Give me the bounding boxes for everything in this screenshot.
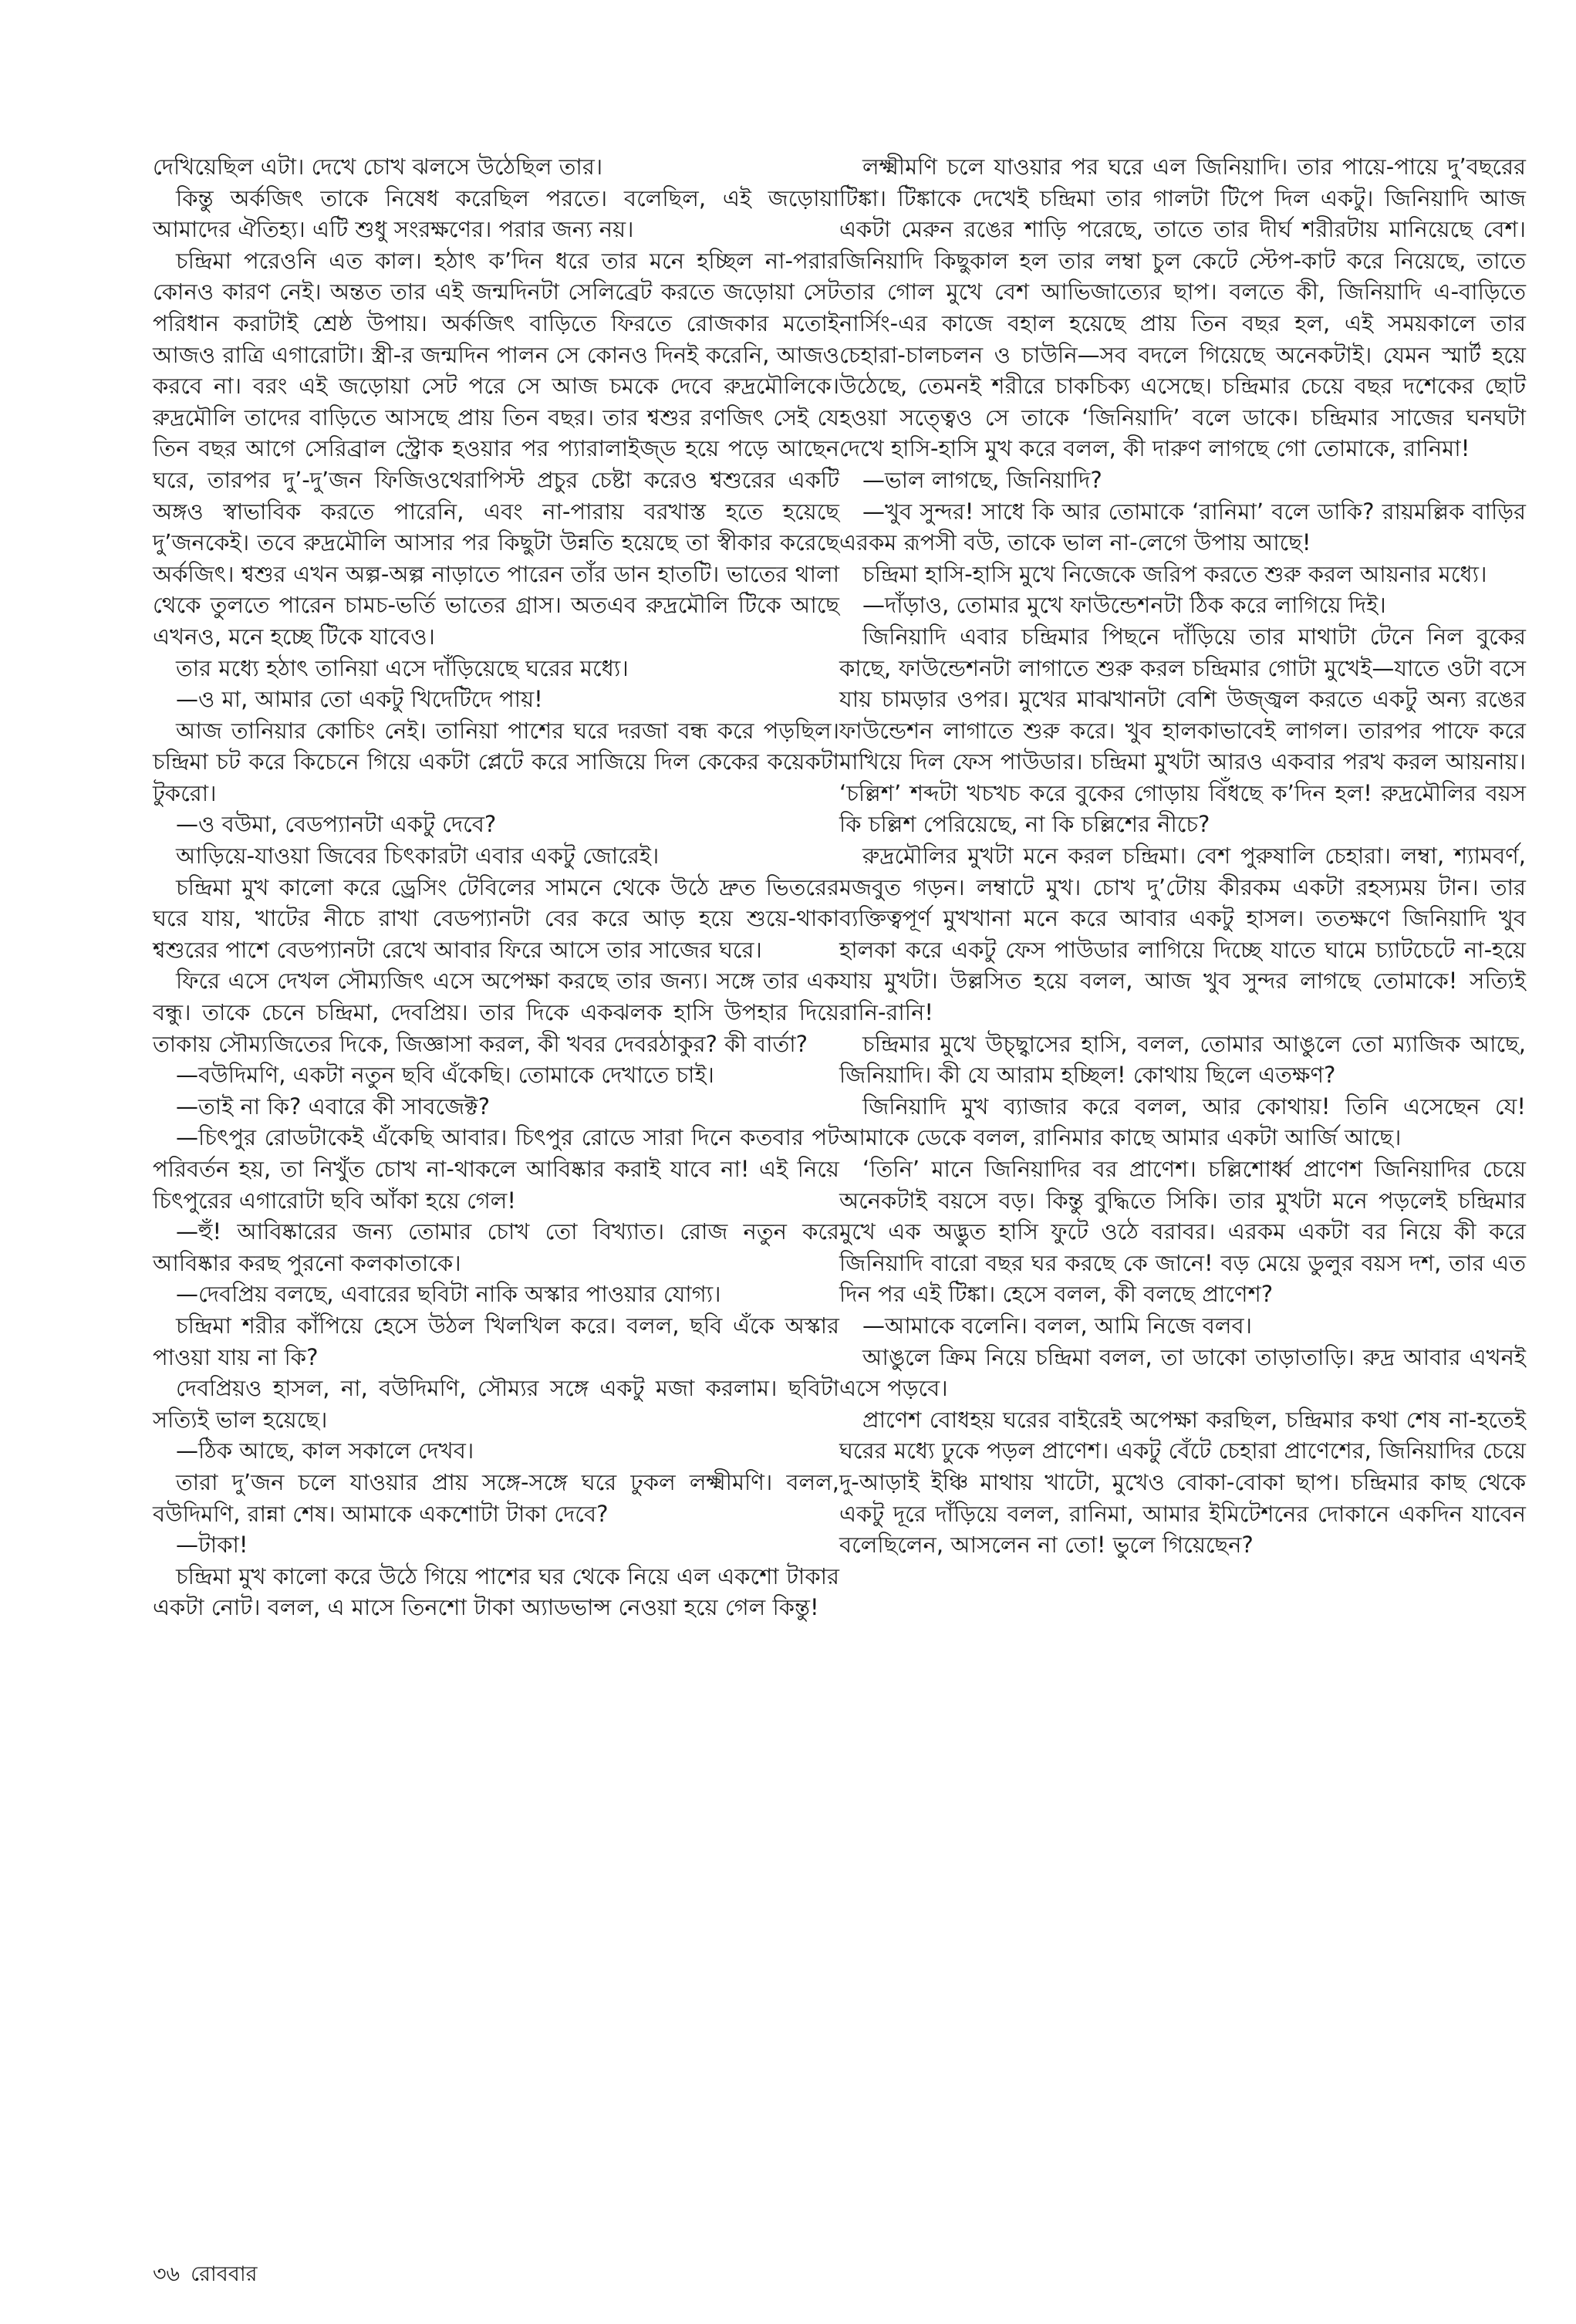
page-number: ৩৬ [153,2262,181,2286]
paragraph: কিন্তু অর্কজিৎ তাকে নিষেধ করেছিল পরতে। বলেছিল, এই জড়োয়া আমাদের ঐতিহ্য। এটি শুধু সংরক্ষণের। পরার জন্য নয়। [153,184,839,243]
left-column [153,151,839,1623]
paragraph: চন্দ্রিমা মুখ কালো করে ড্রেসিং টেবিলের সামনে থেকে উঠে দ্রুত ভিতরের ঘরে যায়, খাটের নীচে রাখা বেডপ্যানটা বের করে আড় হয়ে শুয়ে-থাকা শ্বশুরের পাশে বেডপ্যানটা রেখে আবার ফিরে আসে তার সাজের ঘরে। [153,873,839,963]
paragraph: —খুব সুন্দর! সাধে কি আর তোমাকে ‘রানিমা’ বলে ডাকি? রায়মল্লিক বাড়ির এরকম রূপসী বউ, তাকে ভাল না-লেগে উপায় আছে! [839,498,1526,556]
paragraph: তারা দু’জন চলে যাওয়ার প্রায় সঙ্গে-সঙ্গে ঘরে ঢুকল লক্ষ্মীমণি। বলল, বউদিমণি, রান্না শেষ। আমাকে একশোটা টাকা দেবে? [153,1468,839,1527]
paragraph: রুদ্রমৌলির মুখটা মনে করল চন্দ্রিমা। বেশ পুরুষালি চেহারা। লম্বা, শ্যামবর্ণ, মজবুত গড়ন। লম্বাটে মুখ। চোখ দু’টোয় কীরকম একটা রহস্যময় টান। তার ব্যক্তিত্বপূর্ণ মুখখানা মনে করে আবার একটু হাসল। ততক্ষণে জিনিয়াদি খুব হালকা করে একটু ফেস পাউডার লাগিয়ে দিচ্ছে যাতে ঘামে চ্যাটচেটে না-হয়ে যায় মুখটা। উল্লসিত হয়ে বলল, আজ খুব সুন্দর লাগছে তোমাকে! সত্যিই রানি-রানি! [839,843,1526,1026]
publication-name: রোববার [191,2262,258,2286]
paragraph: —ভাল লাগছে, জিনিয়াদি? [862,466,1102,493]
paragraph: —চিৎপুর রোডটাকেই এঁকেছি আবার। চিৎপুর রোডে সারা দিনে কতবার পট পরিবর্তন হয়, তা নিখুঁত চোখ না-থাকলে আবিষ্কার করাই যাবে না! এই নিয়ে চিৎপুরের এগারোটা ছবি আঁকা হয়ে গেল! [153,1124,839,1214]
paragraph: চন্দ্রিমা পরেওনি এত কাল। হঠাৎ ক’দিন ধরে তার মনে হচ্ছিল না-পরার কোনও কারণ নেই। অন্তত তার এই জন্মদিনটা সেলিব্রেট করতে জড়োয়া সেট পরিধান করাটাই শ্রেষ্ঠ উপায়। অর্কজিৎ বাড়িতে ফিরতে রোজকার মতোই আজও রাত্রি এগারোটা। স্ত্রী-র জন্মদিন পালন সে কোনও দিনই করেনি, আজও করবে না। বরং এই জড়োয়া সেট পরে সে আজ চমকে দেবে রুদ্রমৌলিকে। রুদ্রমৌলি তাদের বাড়িতে আসছে প্রায় তিন বছর। তার শ্বশুর রণজিৎ সেই যে তিন বছর আগে সেরিব্রাল স্ট্রোক হওয়ার পর প্যারালাইজ্‌ড হয়ে পড়ে আছেন ঘরে, তারপর দু’-দু’জন ফিজিওথেরাপিস্ট প্রচুর চেষ্টা করেও শ্বশুরের একটি অঙ্গও স্বাভাবিক করতে পারেনি, এবং না-পারায় বরখাস্ত হতে হয়েছে দু’জনকেই। তবে রুদ্রমৌলি আসার পর কিছুটা উন্নতি হয়েছে তা স্বীকার করেছে অর্কজিৎ। শ্বশুর এখন অল্প-অল্প নাড়াতে পারেন তাঁর ডান হাতটি। ভাতের থালা থেকে তুলতে পারেন চামচ-ভর্তি ভাতের গ্রাস। অতএব রুদ্রমৌলি টিকে আছে এখনও, মনে হচ্ছে টিকে যাবেও। [153,247,839,650]
paragraph: দেখিয়েছিল এটা। দেখে চোখ ঝলসে উঠেছিল তার। [153,154,603,180]
paragraph: —আমাকে বলেনি। বলল, আমি নিজে বলব। [862,1312,1253,1339]
paragraph: ‘তিনি’ মানে জিনিয়াদির বর প্রাণেশ। চল্লিশোর্ধ্ব প্রাণেশ জিনিয়াদির চেয়ে অনেকটাই বয়সে বড়। কিন্তু বুদ্ধিতে সিকি। তার মুখটা মনে পড়লেই চন্দ্রিমার মুখে এক অদ্ভুত হাসি ফুটে ওঠে বরাবর। এরকম একটা বর নিয়ে কী করে জিনিয়াদি বারো বছর ঘর করছে কে জানে! বড় মেয়ে ডুলুর বয়স দশ, তার এত দিন পর এই টিঙ্কা। হেসে বলল, কী বলছে প্রাণেশ? [839,1156,1526,1308]
paragraph: চন্দ্রিমা হাসি-হাসি মুখে নিজেকে জরিপ করতে শুরু করল আয়নার মধ্যে। [862,560,1487,587]
paragraph: দেবপ্রিয়ও হাসল, না, বউদিমণি, সৌম্যর সঙ্গে একটু মজা করলাম। ছবিটা সত্যিই ভাল হয়েছে। [153,1375,839,1433]
paragraph: আড়িয়ে-যাওয়া জিবের চিৎকারটা এবার একটু জোরেই। [176,843,660,870]
paragraph: চন্দ্রিমা শরীর কাঁপিয়ে হেসে উঠল খিলখিল করে। বলল, ছবি এঁকে অস্কার পাওয়া যায় না কি? [153,1312,839,1370]
paragraph: —ও বউমা, বেডপ্যানটা একটু দেবে? [176,811,497,838]
paragraph: —ও মা, আমার তো একটু খিদেটিদে পায়! [176,686,543,713]
paragraph: —হুঁ! আবিষ্কারের জন্য তোমার চোখ তো বিখ্যাত। রোজ নতুন করে আবিষ্কার করছ পুরনো কলকাতাকে। [153,1218,839,1276]
paragraph: —দাঁড়াও, তোমার মুখে ফাউন্ডেশনটা ঠিক করে লাগিয়ে দিই। [862,592,1386,619]
paragraph: —বউদিমণি, একটা নতুন ছবি এঁকেছি। তোমাকে দেখাতে চাই। [176,1062,714,1089]
paragraph: জিনিয়াদি এবার চন্দ্রিমার পিছনে দাঁড়িয়ে তার মাথাটা টেনে নিল বুকের কাছে, ফাউন্ডেশনটা লাগাতে শুরু করল চন্দ্রিমার গোটা মুখেই—যাতে ওটা বসে যায় চামড়ার ওপর। মুখের মাঝখানটা বেশি উজ্জ্বল করতে একটু অন্য রঙের ফাউন্ডেশন লাগাতে শুরু করে। খুব হালকাভাবেই লাগল। তারপর পাফে করে মাখিয়ে দিল ফেস পাউডার। চন্দ্রিমা মুখটা আরও একবার পরখ করল আয়নায়। ‘চল্লিশ’ শব্দটা খচখচ করে বুকের গোড়ায় বিঁধছে ক’দিন হল! রুদ্রমৌলির বয়স কি চল্লিশ পেরিয়েছে, না কি চল্লিশের নীচে? [839,623,1526,838]
right-column [839,151,1526,1561]
paragraph: —ঠিক আছে, কাল সকালে দেখব। [176,1437,474,1464]
paragraph: —টাকা! [176,1532,248,1559]
paragraph: লক্ষ্মীমণি চলে যাওয়ার পর ঘরে এল জিনিয়াদি। তার পায়ে-পায়ে দু’বছরের টিঙ্কা। টিঙ্কাকে দেখেই চন্দ্রিমা তার গালটা টিপে দিল একটু। জিনিয়াদি আজ একটা মেরুন রঙের শাড়ি পরেছে, তাতে তার দীর্ঘ শরীরটায় মানিয়েছে বেশ। জিনিয়াদি কিছুকাল হল তার লম্বা চুল কেটে স্টেপ-কাট করে নিয়েছে, তাতে তার গোল মুখে বেশ আভিজাত্যের ছাপ। বলতে কী, জিনিয়াদি এ-বাড়িতে নার্সিং-এর কাজে বহাল হয়েছে প্রায় তিন বছর হল, এই সময়কালে তার চেহারা-চালচলন ও চাউনি—সব বদলে গিয়েছে অনেকটাই। যেমন স্মার্ট হয়ে উঠেছে, তেমনই শরীরে চাকচিক্য এসেছে। চন্দ্রিমার চেয়ে বছর দশেকের ছোট হওয়া সত্ত্বেও সে তাকে ‘জিনিয়াদি’ বলে ডাকে। চন্দ্রিমার সাজের ঘনঘটা দেখে হাসি-হাসি মুখ করে বলল, কী দারুণ লাগছে গো তোমাকে, রানিমা! [839,154,1526,462]
paragraph: ফিরে এসে দেখল সৌম্যজিৎ এসে অপেক্ষা করছে তার জন্য। সঙ্গে তার এক বন্ধু। তাকে চেনে চন্দ্রিমা, দেবপ্রিয়। তার দিকে একঝলক হাসি উপহার দিয়ে তাকায় সৌম্যজিতের দিকে, জিজ্ঞাসা করল, কী খবর দেবরঠাকুর? কী বার্তা? [153,968,839,1057]
page-footer [153,2262,268,2288]
paragraph: আজ তানিয়ার কোচিং নেই। তানিয়া পাশের ঘরে দরজা বন্ধ করে পড়ছিল। চন্দ্রিমা চট করে কিচেনে গিয়ে একটা প্লেটে করে সাজিয়ে দিল কেকের কয়েকটা টুকরো। [153,717,839,806]
paragraph: জিনিয়াদি মুখ ব্যাজার করে বলল, আর কোথায়! তিনি এসেছেন যে! আমাকে ডেকে বলল, রানিমার কাছে আমার একটা আর্জি আছে। [839,1093,1526,1151]
paragraph: প্রাণেশ বোধহয় ঘরের বাইরেই অপেক্ষা করছিল, চন্দ্রিমার কথা শেষ না-হতেই ঘরের মধ্যে ঢুকে পড়ল প্রাণেশ। একটু বেঁটে চেহারা প্রাণেশের, জিনিয়াদির চেয়ে দু-আড়াই ইঞ্চি মাথায় খাটো, মুখেও বোকা-বোকা ছাপ। চন্দ্রিমার কাছ থেকে একটু দূরে দাঁড়িয়ে বলল, রানিমা, আমার ইমিটেশনের দোকানে একদিন যাবেন বলেছিলেন, আসলেন না তো! ভুলে গিয়েছেন? [839,1406,1526,1559]
paragraph: তার মধ্যে হঠাৎ তানিয়া এসে দাঁড়িয়েছে ঘরের মধ্যে। [176,654,629,681]
paragraph: চন্দ্রিমা মুখ কালো করে উঠে গিয়ে পাশের ঘর থেকে নিয়ে এল একশো টাকার একটা নোট। বলল, এ মাসে তিনশো টাকা অ্যাডভান্স নেওয়া হয়ে গেল কিন্তু! [153,1562,839,1621]
paragraph: আঙুলে ক্রিম নিয়ে চন্দ্রিমা বলল, তা ডাকো তাড়াতাড়ি। রুদ্র আবার এখনই এসে পড়বে। [839,1343,1526,1402]
paragraph: —দেবপ্রিয় বলছে, এবারের ছবিটা নাকি অস্কার পাওয়ার যোগ্য। [176,1281,721,1308]
paragraph: চন্দ্রিমার মুখে উচ্ছ্বাসের হাসি, বলল, তোমার আঙুলে তো ম্যাজিক আছে, জিনিয়াদি। কী যে আরাম হচ্ছিল! কোথায় ছিলে এতক্ষণ? [839,1030,1526,1089]
paragraph: —তাই না কি? এবারে কী সাবজেক্ট? [176,1093,491,1120]
